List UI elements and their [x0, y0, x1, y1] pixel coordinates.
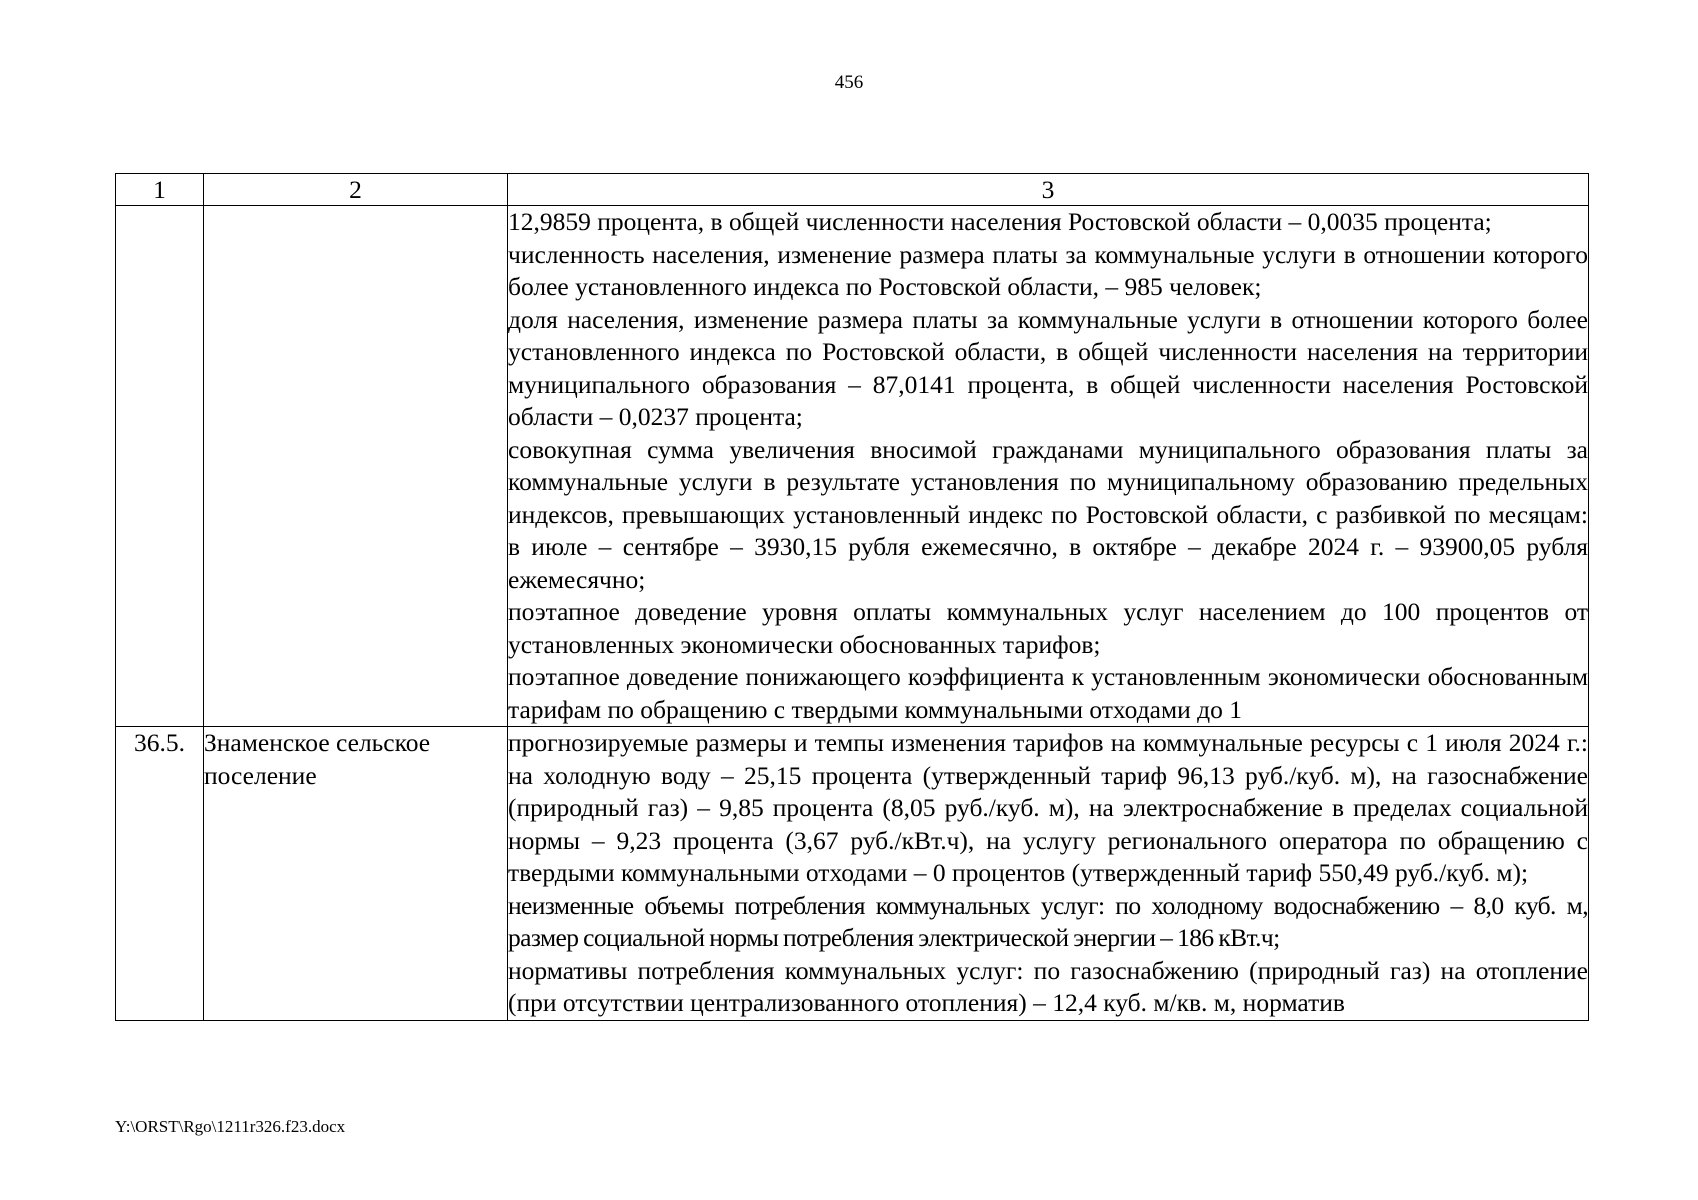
paragraph: доля населения, изменение размера платы за коммунальные услуги в отношении которого более установленного индекса по Ростовской области, в общей численности населения на территории муниципального образования – 87,0141 процента, в общей численности населения Ростовской области – 0,0237 процента;: [508, 304, 1588, 431]
settlement-name: [204, 206, 508, 727]
paragraph: 12,9859 процента, в общей численности населения Ростовской области – 0,0035 процента;: [508, 207, 1492, 236]
column-header-3: 3: [508, 174, 1589, 206]
settlement-name: Знаменское сельское поселение: [204, 727, 508, 1021]
file-path-footer: Y:\ORST\Rgo\1211r326.f23.docx: [115, 1117, 346, 1136]
paragraph: поэтапное доведение понижающего коэффициента к установленным экономически обоснованным тарифам по обращению с твердыми коммунальными отходами до 1: [508, 662, 1588, 724]
paragraph: численность населения, изменение размера платы за коммунальные услуги в отношении которого более установленного индекса по Ростовской области, – 985 человек;: [508, 239, 1588, 301]
page-number: 456: [834, 72, 864, 93]
row-content: [508, 206, 1589, 727]
row-content: [508, 727, 1589, 1021]
paragraph: совокупная сумма увеличения вносимой гражданами муниципального образования платы за коммунальные услуги в результате установления по муниципальному образованию предельных индексов, превышающих установленный индекс по Ростовской области, с разбивкой по месяцам: в июле – сентябре – 3930,15 рубля ежемесячно, в октябре – декабре 2024 г. – 93900,05 рубля ежемесячно;: [508, 434, 1588, 594]
row-number: 36.5.: [116, 727, 204, 1021]
table-row: [116, 206, 1589, 727]
column-header-1: 1: [116, 174, 204, 206]
paragraph: неизменные объемы потребления коммунальных услуг: по холодному водоснабжению – 8,0 куб. м, размер социальной нормы потребления электрической энергии – 186 кВт.ч;: [508, 890, 1588, 952]
column-header-2: 2: [204, 174, 508, 206]
paragraph: нормативы потребления коммунальных услуг: по газоснабжению (природный газ) на отопление (при отсутствии централизованного отопления) – 12,4 куб. м/кв. м, норматив: [508, 955, 1588, 1017]
table-row: [116, 727, 1589, 1021]
paragraph: поэтапное доведение уровня оплаты коммунальных услуг населением до 100 процентов от установленных экономически обоснованных тарифов;: [508, 597, 1588, 659]
row-number: [116, 206, 204, 727]
paragraph: прогнозируемые размеры и темпы изменения тарифов на коммунальные ресурсы с 1 июля 2024 г.: на холодную воду – 25,15 процента (утвержденный тариф 96,13 руб./куб. м), на газоснабжение (природный газ) – 9,85 процента (8,05 руб./куб. м), на электроснабжение в пределах социальной нормы – 9,23 процента (3,67 руб./кВт.ч), на услугу регионального оператора по обращению с твердыми коммунальными отходами – 0 процентов (утвержденный тариф 550,49 руб./куб. м);: [508, 728, 1588, 887]
table-header-row: [116, 174, 1589, 206]
document-table: [115, 173, 1589, 1021]
